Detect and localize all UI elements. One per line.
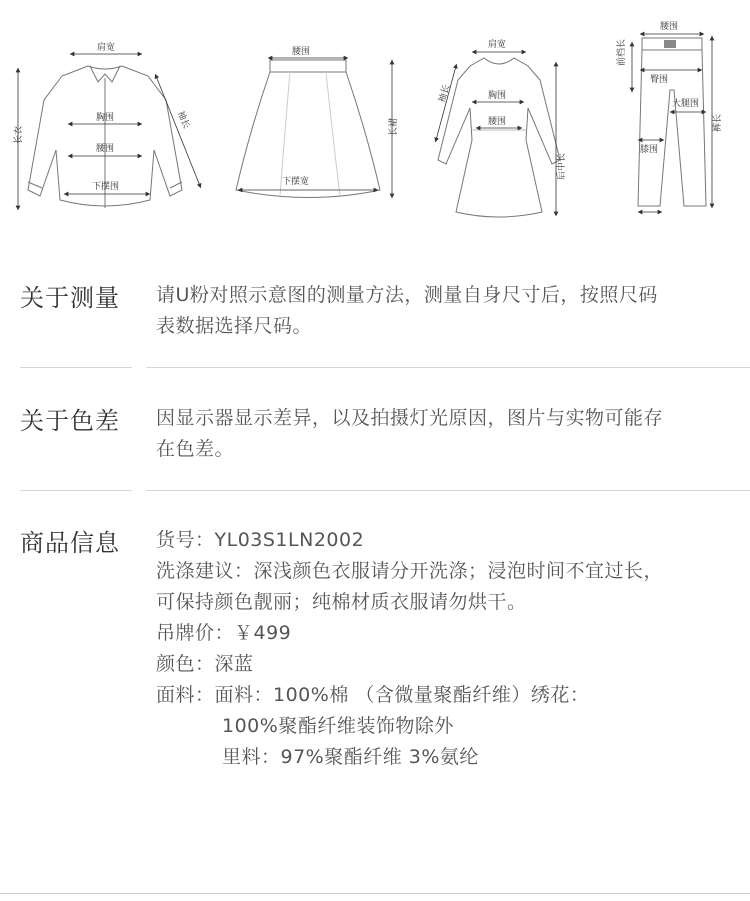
product-title: 商品信息 — [20, 529, 120, 557]
measure-line-1: 请U粉对照示意图的测量方法，测量自身尺寸后，按照尺码 — [156, 284, 658, 306]
product-color: 颜色：深蓝 — [156, 653, 254, 675]
shirt-waist-label: 腰围 — [96, 144, 115, 154]
shirt-sleeve-label: 袖长 — [174, 109, 191, 131]
shirt-length-label: 长衣 — [14, 125, 24, 144]
pants-length-label: 裤长 — [713, 113, 723, 132]
color-line-1: 因显示器显示差异，以及拍摄灯光原因，图片与实物可能存 — [156, 407, 664, 429]
product-body — [156, 525, 734, 773]
dress-shoulder-label: 肩宽 — [488, 40, 507, 50]
product-price: 吊牌价：￥499 — [156, 622, 292, 644]
color-line-2: 在色差。 — [156, 438, 235, 460]
skirt-waist-label: 腰围 — [292, 47, 311, 57]
pants-thigh-label: 大腿围 — [672, 99, 700, 109]
shirt-shoulder-label: 肩宽 — [97, 43, 116, 53]
pants-hip-label: 臀围 — [650, 75, 669, 85]
pants-waist-label: 腰围 — [660, 22, 679, 32]
size-diagrams — [0, 0, 750, 230]
skirt-length-label: 长裙 — [389, 117, 399, 136]
pants-diagram — [638, 38, 706, 206]
diagram-canvas — [0, 0, 750, 230]
dress-length-label: 后中长 — [557, 152, 567, 180]
shirt-chest-label: 胸围 — [96, 113, 115, 123]
measure-line-2: 表数据选择尺码。 — [156, 315, 313, 337]
dress-chest-label: 胸围 — [488, 91, 507, 101]
color-title: 关于色差 — [20, 407, 120, 435]
dress-diagram — [438, 58, 560, 217]
product-fabric-1: 面料：面料：100%棉 （含微量聚酯纤维）绣花： — [156, 684, 590, 706]
shirt-hem-label: 下摆围 — [92, 182, 120, 192]
dress-sleeve-label: 袖长 — [437, 83, 453, 104]
measure-body — [156, 280, 734, 342]
product-wash-1: 洗涤建议：深浅颜色衣服请分开洗涤；浸泡时间不宜过长， — [156, 560, 664, 582]
pants-knee-label: 膝围 — [640, 145, 659, 155]
bottom-divider — [0, 893, 750, 894]
product-lining: 里料：97%聚酯纤维 3%氨纶 — [222, 746, 479, 768]
product-fabric-2: 100%聚酯纤维装饰物除外 — [222, 715, 454, 737]
measure-title: 关于测量 — [20, 284, 120, 312]
dress-waist-label: 腰围 — [488, 117, 507, 127]
pants-front-rise-label: 前档长 — [617, 38, 627, 66]
product-sku: 货号：YL03S1LN2002 — [156, 529, 365, 551]
skirt-hem-label: 下摆宽 — [282, 177, 310, 187]
color-body — [156, 403, 734, 465]
product-wash-2: 可保持颜色靓丽；纯棉材质衣服请勿烘干。 — [156, 591, 527, 613]
